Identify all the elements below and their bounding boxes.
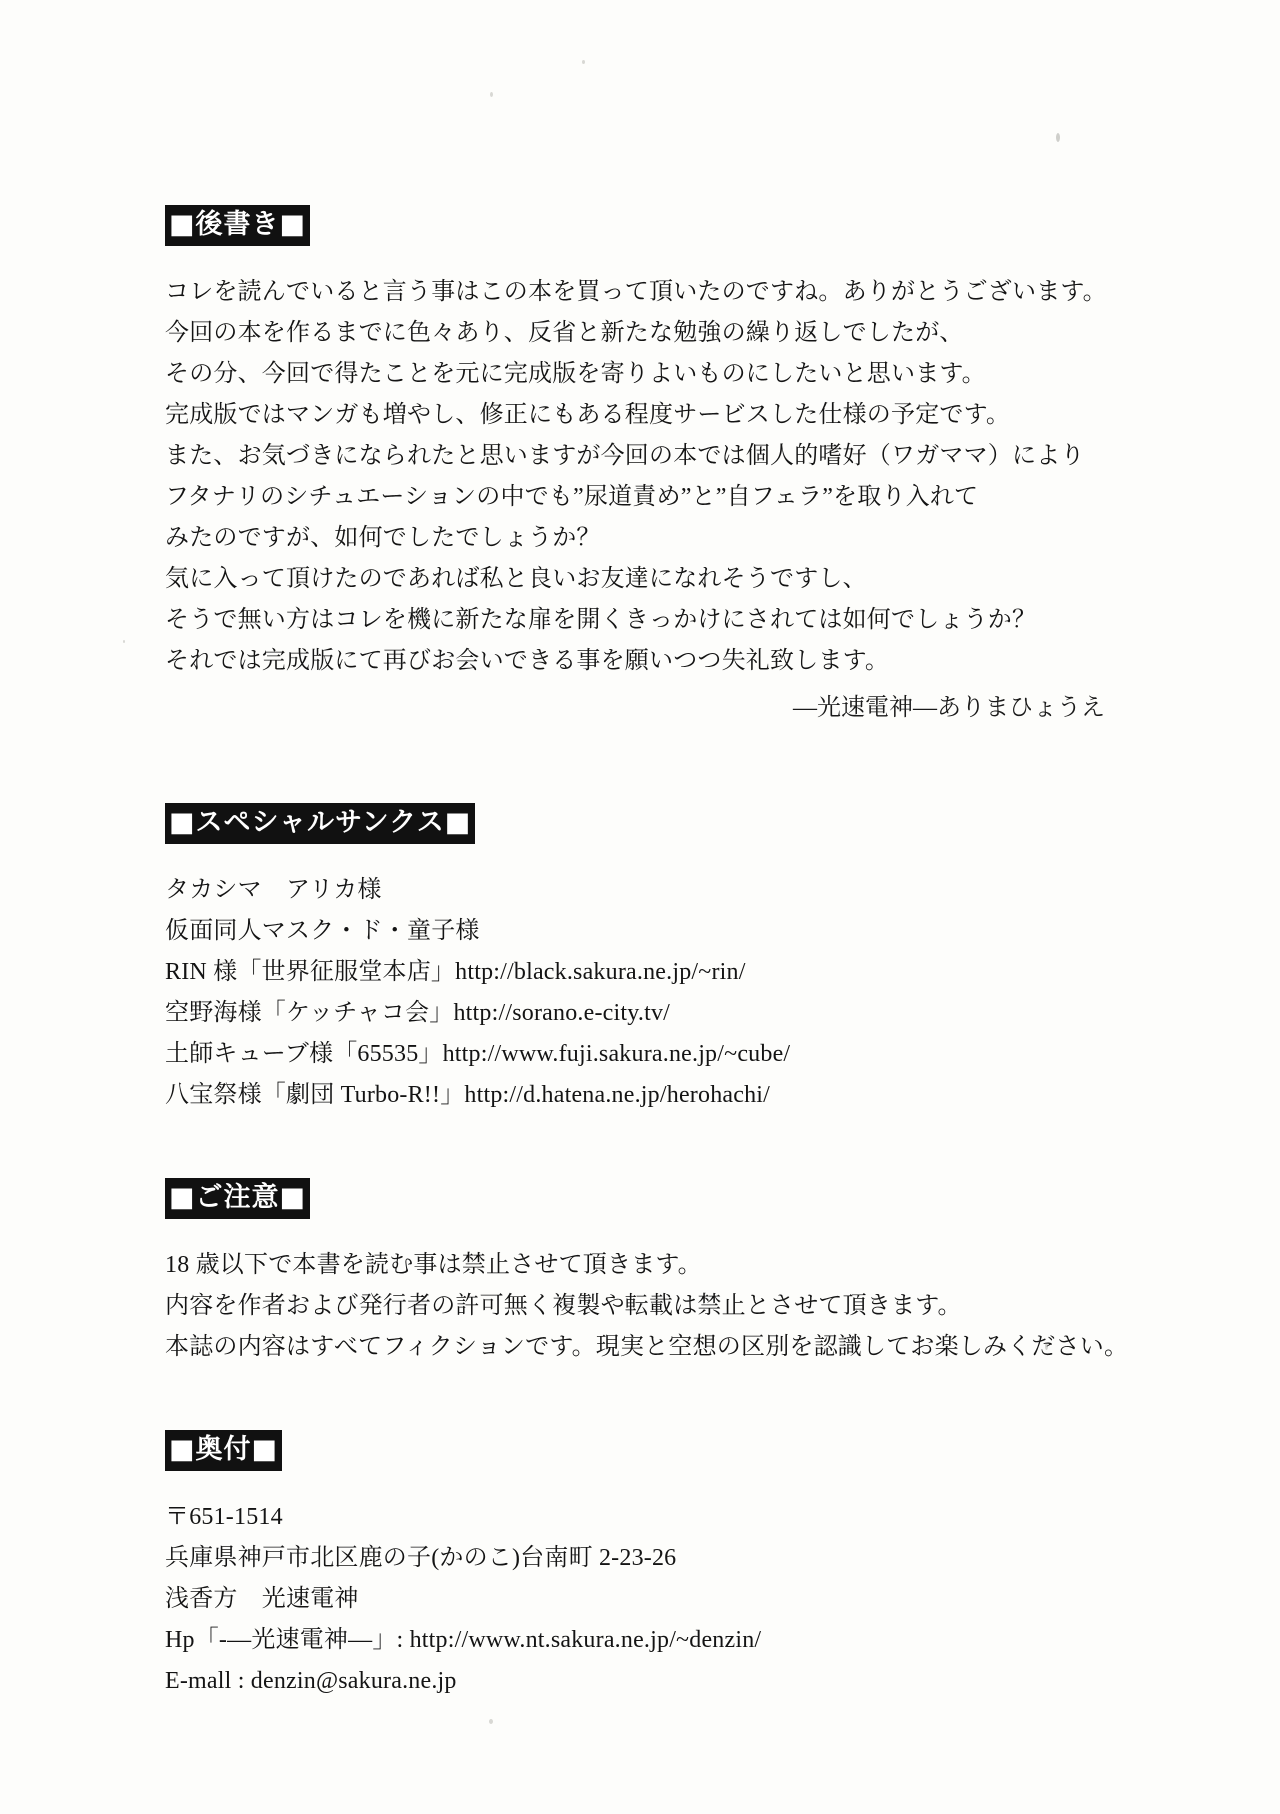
afterword-heading: ■後書き■ xyxy=(165,205,310,246)
section-gap xyxy=(165,1116,1115,1178)
thanks-line: 仮面同人マスク・ド・童子様 xyxy=(165,918,480,944)
notice-line: 本誌の内容はすべてフィクションです。現実と空想の区別を認識してお楽しみください。 xyxy=(165,1334,1129,1360)
scan-speck xyxy=(1056,133,1060,142)
colophon-body xyxy=(165,1497,1115,1702)
colophon-line: E-mall : denzin@sakura.ne.jp xyxy=(165,1668,457,1694)
afterword-line: それでは完成版にて再びお会いできる事を願いつつ失礼致します。 xyxy=(165,648,890,674)
thanks-line: 土師キューブ様「65535」http://www.fuji.sakura.ne.jp/~cube/ xyxy=(165,1041,791,1067)
special-thanks-heading: ■スペシャルサンクス■ xyxy=(165,803,475,844)
colophon-heading-row xyxy=(165,1430,1115,1471)
afterword-line: その分、今回で得たことを元に完成版を寄りよいものにしたいと思います。 xyxy=(165,361,986,387)
section-gap xyxy=(165,729,1115,803)
colophon-line: 浅香方 光速電神 xyxy=(165,1586,359,1612)
thanks-line: RIN 様「世界征服堂本店」http://black.sakura.ne.jp/~rin/ xyxy=(165,959,746,985)
colophon-line: 〒651-1514 xyxy=(165,1504,283,1530)
notice-heading: ■ご注意■ xyxy=(165,1178,310,1219)
document-content xyxy=(165,205,1129,1702)
afterword-line: フタナリのシチュエーションの中でも”尿道責め”と”自フェラ”を取り入れて xyxy=(165,484,979,510)
colophon-line: Hp「-―光速電神―」: http://www.nt.sakura.ne.jp/~denzin/ xyxy=(165,1627,762,1653)
notice-heading-row xyxy=(165,1178,1115,1219)
thanks-line: 八宝祭様「劇団 Turbo-R!!」http://d.hatena.ne.jp/herohachi/ xyxy=(165,1082,771,1108)
special-thanks-heading-row xyxy=(165,803,1115,844)
notice-line: 18 歳以下で本書を読む事は禁止させて頂きます。 xyxy=(165,1252,702,1278)
scan-speck xyxy=(582,60,585,64)
thanks-line: タカシマ アリカ様 xyxy=(165,877,382,903)
colophon-line: 兵庫県神戸市北区鹿の子(かのこ)台南町 2-23-26 xyxy=(165,1545,677,1571)
colophon-heading: ■奥付■ xyxy=(165,1430,282,1471)
scan-speck xyxy=(490,92,493,97)
notice-body xyxy=(165,1245,1129,1368)
afterword-line: そうで無い方はコレを機に新たな扉を開くきっかけにされては如何でしょうか？ xyxy=(165,607,1037,633)
afterword-line: みたのですが、如何でしたでしょうか？ xyxy=(165,525,601,551)
section-colophon xyxy=(165,1430,1115,1702)
afterword-line: 今回の本を作るまでに色々あり、反省と新たな勉強の繰り返しでしたが、 xyxy=(165,320,964,346)
afterword-line: 完成版ではマンガも増やし、修正にもある程度サービスした仕様の予定です。 xyxy=(165,402,1011,428)
thanks-line: 空野海様「ケッチャコ会」http://sorano.e-city.tv/ xyxy=(165,1000,671,1026)
afterword-heading-row xyxy=(165,205,1115,246)
afterword-signature: ―光速電神―ありまひょうえ xyxy=(793,695,1105,721)
special-thanks-body xyxy=(165,870,1115,1116)
section-gap xyxy=(165,1368,1115,1430)
scan-speck xyxy=(489,1719,493,1724)
notice-line: 内容を作者および発行者の許可無く複製や転載は禁止とさせて頂きます。 xyxy=(165,1293,962,1319)
afterword-body xyxy=(165,272,1115,729)
section-afterword xyxy=(165,205,1115,729)
afterword-line: また、お気づきになられたと思いますが今回の本では個人的嗜好（ワガママ）により xyxy=(165,443,1085,469)
afterword-line: 気に入って頂けたのであれば私と良いお友達になれそうですし、 xyxy=(165,566,867,592)
afterword-line: コレを読んでいると言う事はこの本を買って頂いたのですね。ありがとうございます。 xyxy=(165,279,1107,305)
section-special-thanks xyxy=(165,803,1115,1116)
section-notice xyxy=(165,1178,1129,1368)
scan-speck xyxy=(123,640,125,643)
